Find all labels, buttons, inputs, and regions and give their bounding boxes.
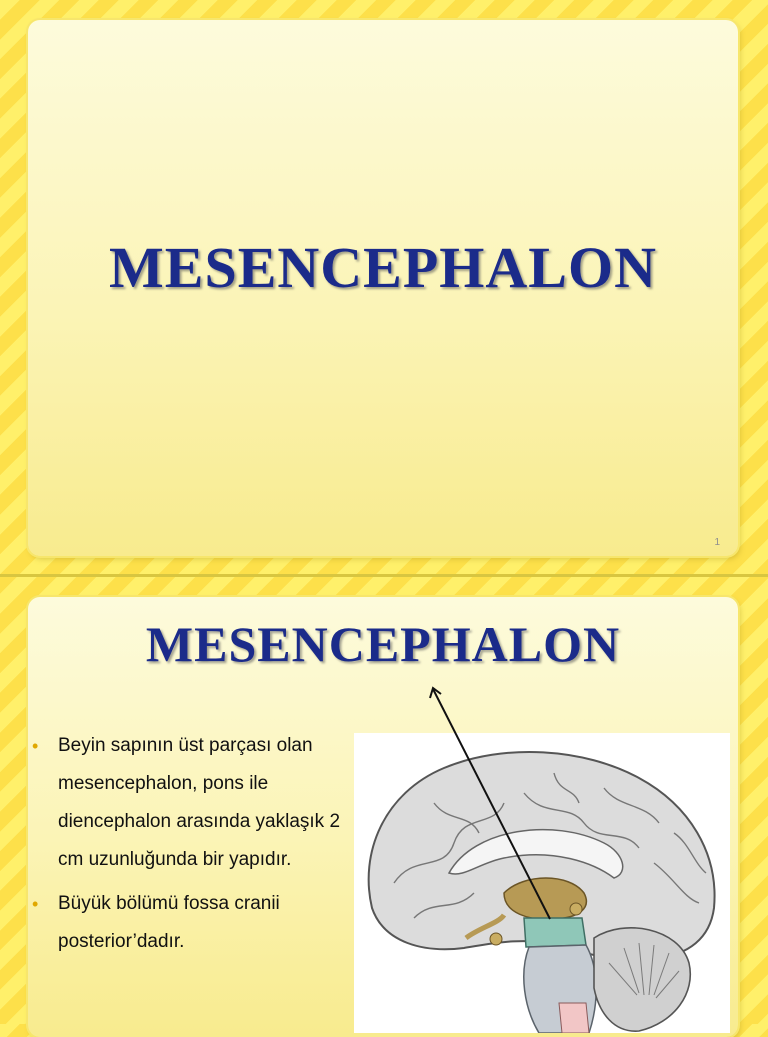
bullet-dot-icon: • bbox=[32, 894, 39, 914]
slide-1-number: 1 bbox=[714, 537, 720, 548]
slide-1 bbox=[28, 20, 738, 556]
bullet-item-2 bbox=[28, 885, 358, 961]
slide-1-title: MESENCEPHALON bbox=[109, 235, 657, 300]
bullet-text-1: Beyin sapının üst parçası olan mesencephalon, pons ile diencephalon arasında yaklaşık 2 cm uzunluğunda bir yapıdır. bbox=[58, 735, 341, 870]
brain-illustration bbox=[354, 733, 730, 1033]
bullet-text-2: Büyük bölümü fossa cranii posterior’dadır. bbox=[58, 893, 280, 952]
brain-midsagittal-icon bbox=[354, 733, 730, 1033]
slide-2 bbox=[28, 597, 738, 1037]
slide-2-title: MESENCEPHALON bbox=[145, 616, 621, 672]
bullet-list bbox=[28, 727, 358, 967]
page-separator bbox=[0, 574, 768, 577]
bullet-item-1 bbox=[28, 727, 358, 879]
bullet-dot-icon: • bbox=[32, 736, 39, 756]
